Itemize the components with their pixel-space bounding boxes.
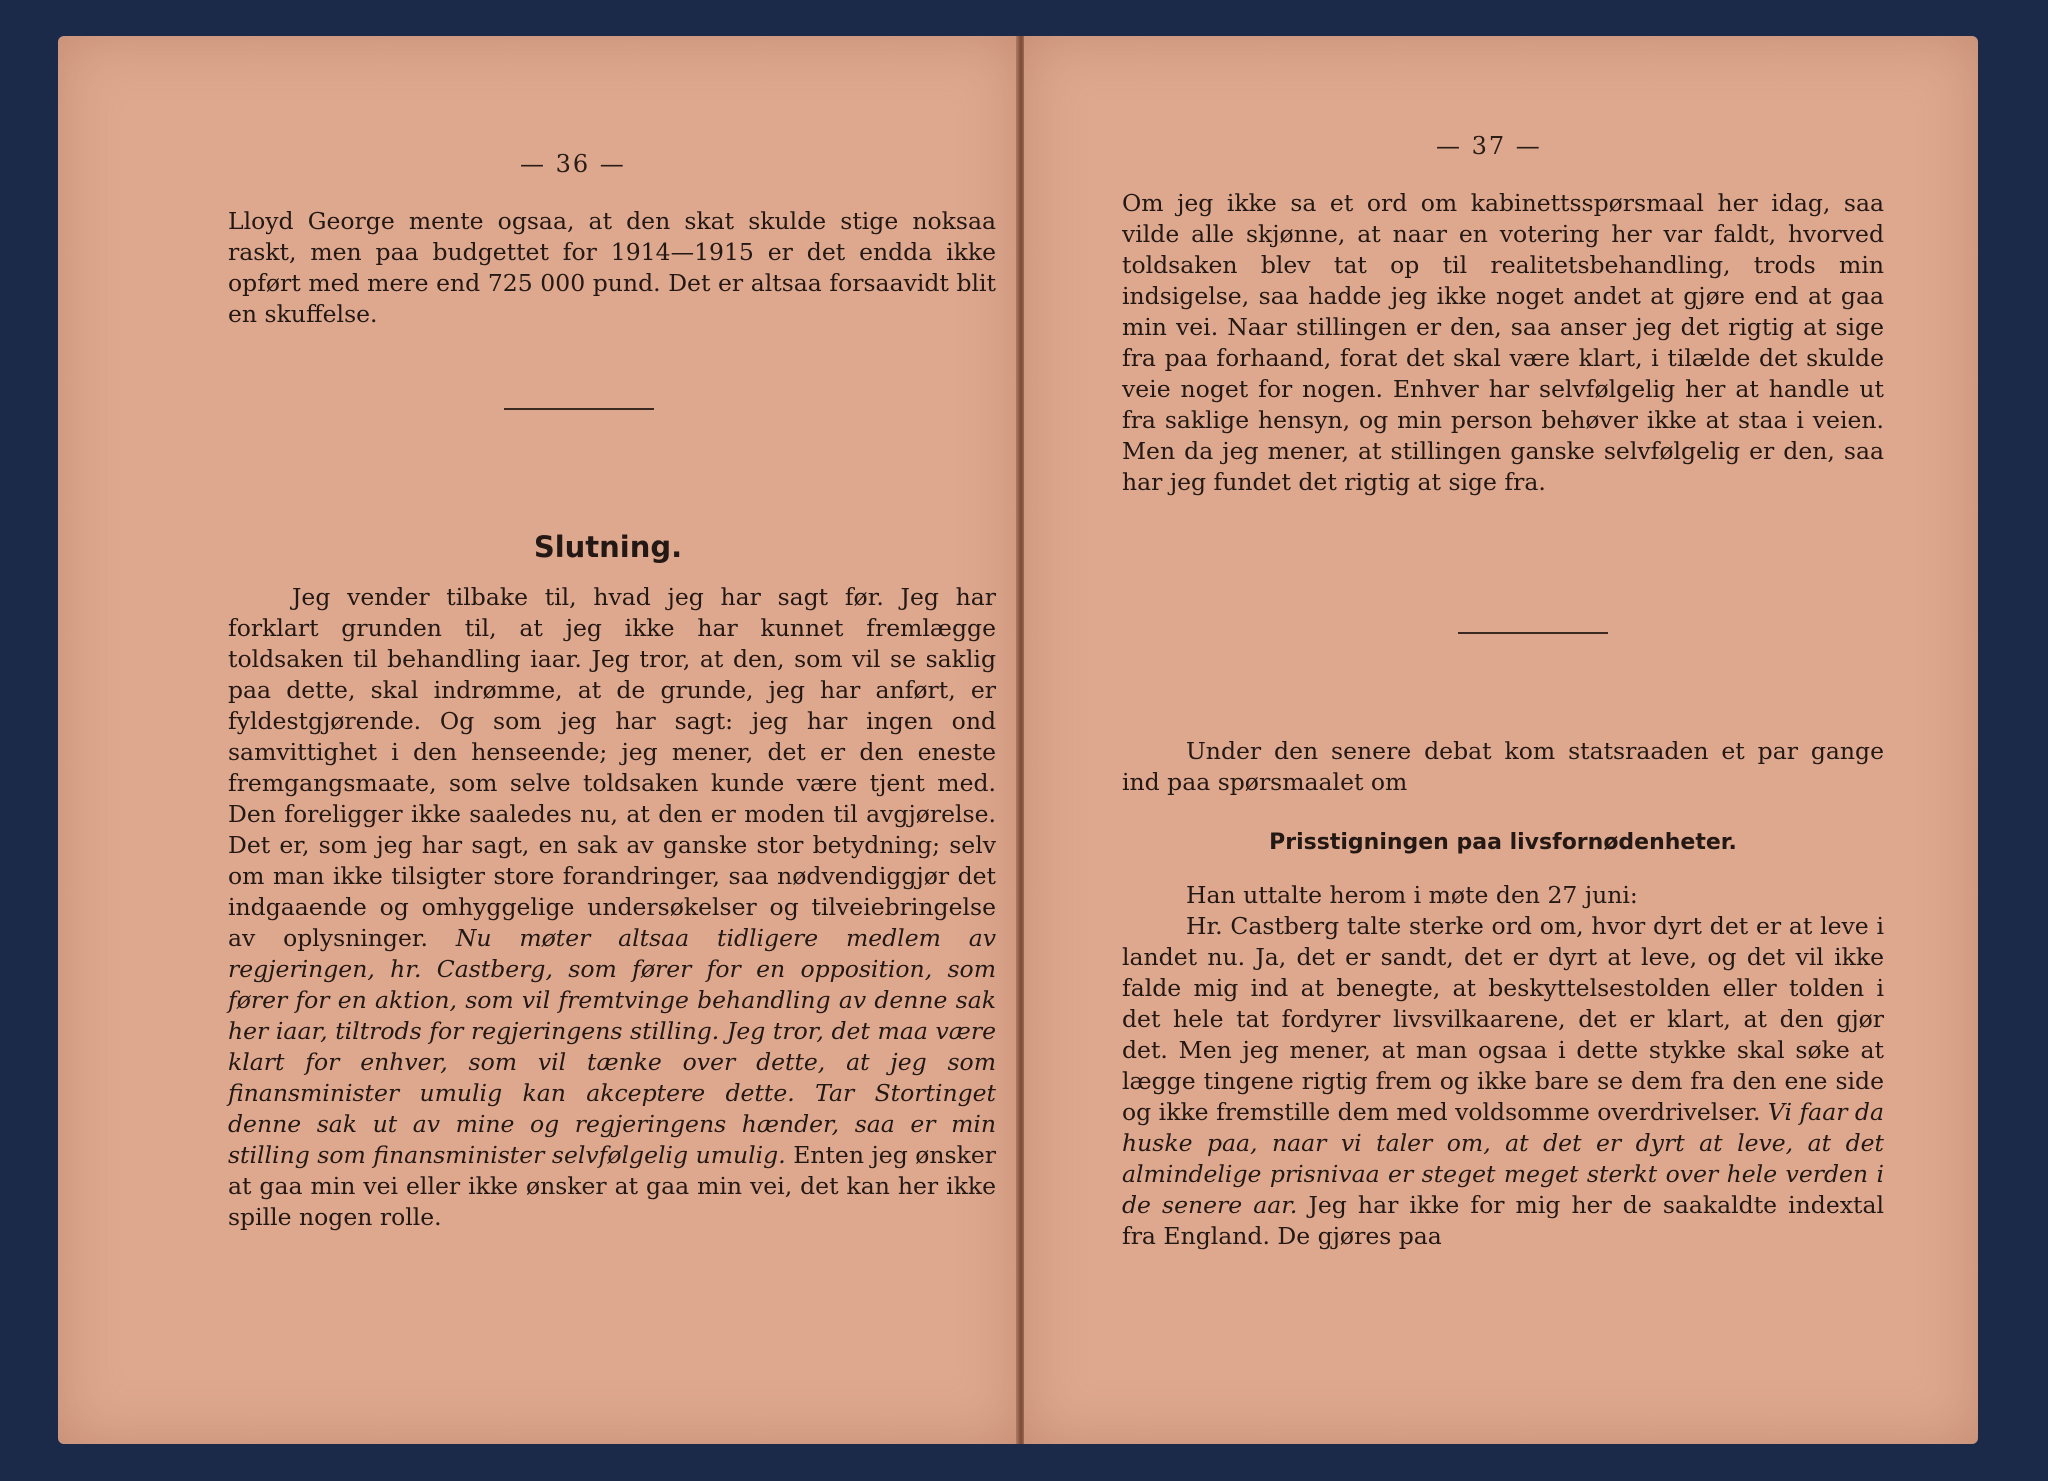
left-body-end: Enten jeg ønsker at gaa min vei eller ikke ønsker at gaa min vei, det kan her ikke spille nogen rolle. — [228, 1141, 996, 1231]
page-number-left: — 36 — — [520, 150, 626, 178]
section-heading-slutning: Slutning. — [533, 530, 683, 564]
section-divider-right — [1458, 632, 1608, 634]
book-spread — [58, 36, 1978, 1444]
left-body-italic: Nu møter altsaa tidligere medlem av regjeringen, hr. Castberg, som fører for en opposition, som fører for en aktion, som vil fremtvinge behandling av denne sak her iaar, tiltrods for regjeringens stilling. Jeg tror, det maa være klart for enhver, som vil tænke over dette, at jeg som finansminister umulig kan akceptere dette. Tar Stortinget denne sak ut av mine og regjeringens hænder, saa er min stilling som finansminister selvfølgelig umulig. — [228, 924, 996, 1169]
right-intro-text: Om jeg ikke sa et ord om kabinettsspørsmaal her idag, saa vilde alle skjønne, at naar en votering her var faldt, hvorved toldsaken blev tat op til realitetsbehandling, trods min indsigelse, saa hadde jeg ikke noget andet at gjøre end at gaa min vei. Naar stillingen er den, saa anser jeg det rigtig at sige fra paa forhaand, forat det skal være klart, i tilælde det skulde veie noget for nogen. Enhver har selvfølgelig her at handle ut fra saklige hensyn, og min person behøver ikke at staa i veien. Men da jeg mener, at stillingen ganske selvfølgelig er den, saa har jeg fundet det rigtig at sige fra. — [1122, 189, 1884, 496]
left-body-plain: Jeg vender tilbake til, hvad jeg har sagt før. Jeg har forklart grunden til, at jeg ikke har kunnet fremlægge toldsaken til behandling iaar. Jeg tror, at den, som vil se saklig paa dette, skal indrømme, at de grunde, jeg har anført, er fyldestgjørende. Og som jeg har sagt: jeg har ingen ond samvittighet i den henseende; jeg mener, det er den eneste fremgangsmaate, som selve toldsaken kunde være tjent med. Den foreligger ikke saaledes nu, at den er moden til avgjørelse. Det er, som jeg har sagt, en sak av ganske stor betydning; selv om man ikke tilsigter store forandringer, saa nødvendiggjør det indgaaende og omhyggelige undersøkelser og tilveiebringelse av oplysninger. — [228, 583, 996, 952]
left-body — [228, 582, 996, 1233]
section-divider-left — [504, 408, 654, 410]
right-intro-paragraph — [1122, 188, 1884, 498]
right-debate-text: Under den senere debat kom statsraaden et par gange ind paa spørsmaalet om — [1122, 737, 1884, 796]
section-heading-prisstigningen: Prisstigningen paa livsfornødenheter. — [1269, 830, 1737, 855]
left-intro-paragraph — [228, 206, 996, 330]
right-body-end: Jeg har ikke for mig her de saakaldte indextal fra England. De gjøres paa — [1122, 1191, 1884, 1250]
right-body — [1122, 880, 1884, 1252]
right-debate-intro — [1122, 736, 1884, 798]
left-intro-text: Lloyd George mente ogsaa, at den skat skulde stige noksaa raskt, men paa budgettet for 1914—1915 er det endda ikke opført med mere end 725 000 pund. Det er altsaa forsaavidt blit en skuffelse. — [228, 207, 996, 328]
right-body-plain: Hr. Castberg talte sterke ord om, hvor dyrt det er at leve i landet nu. Ja, det er sandt, det er dyrt at leve, og det vil ikke falde mig ind at benegte, at beskyttelsestolden eller tolden i det hele tat fordyrer livsvilkaarene, det er klart, at den gjør det. Men jeg mener, at man ogsaa i dette stykke skal søke at lægge tingene rigtig frem og ikke bare se dem fra den ene side og ikke fremstille dem med voldsomme overdrivelser. — [1122, 912, 1884, 1126]
right-body-italic: Vi faar da huske paa, naar vi taler om, at det er dyrt at leve, at det almindelige prisnivaa er steget meget sterkt over hele verden i de senere aar. — [1122, 1098, 1884, 1219]
right-said-text: Han uttalte herom i møte den 27 juni: — [1186, 881, 1638, 909]
left-page — [58, 36, 1018, 1444]
page-number-right: — 37 — — [1436, 132, 1542, 160]
right-page — [1024, 36, 1978, 1444]
